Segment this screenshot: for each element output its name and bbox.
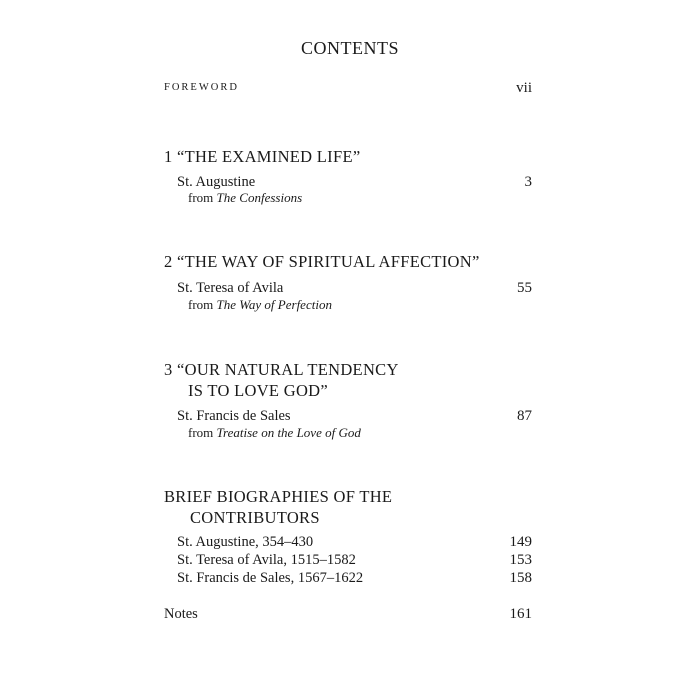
chapter-1-source xyxy=(188,190,302,206)
biographies-heading-line-1: BRIEF BIOGRAPHIES OF THE xyxy=(164,487,393,506)
chapter-3-source xyxy=(188,425,361,441)
chapter-2-heading: 2 “THE WAY OF SPIRITUAL AFFECTION” xyxy=(164,252,480,271)
biography-item: St. Francis de Sales, 1567–1622 xyxy=(177,570,364,586)
chapter-3-author: St. Francis de Sales xyxy=(177,408,291,424)
biography-item: St. Teresa of Avila, 1515–1582 xyxy=(177,552,356,568)
chapter-3-page-number: 87 xyxy=(517,408,532,424)
foreword-label: FOREWORD xyxy=(164,82,239,93)
biographies-heading-line-2: CONTRIBUTORS xyxy=(190,508,320,527)
biography-item-page-number: 153 xyxy=(509,552,532,568)
chapter-3-heading-line-1: 3 “OUR NATURAL TENDENCY xyxy=(164,360,399,379)
chapter-1-page-number: 3 xyxy=(524,174,532,190)
chapter-3-source-from: from xyxy=(188,425,214,440)
chapter-1-author: St. Augustine xyxy=(177,174,256,190)
page-title: CONTENTS xyxy=(301,38,399,58)
notes-page-number: 161 xyxy=(509,606,532,622)
notes-label: Notes xyxy=(164,606,198,622)
chapter-1-source-from: from xyxy=(188,190,214,205)
chapter-2-author: St. Teresa of Avila xyxy=(177,280,284,296)
chapter-1-heading: 1 “THE EXAMINED LIFE” xyxy=(164,147,361,166)
chapter-2-page-number: 55 xyxy=(517,280,532,296)
chapter-1-source-work: The Confessions xyxy=(216,190,303,205)
chapter-3-heading-line-2: IS TO LOVE GOD” xyxy=(188,381,329,400)
foreword-page-number: vii xyxy=(516,80,532,96)
biography-item: St. Augustine, 354–430 xyxy=(177,534,314,550)
chapter-3-source-work: Treatise on the Love of God xyxy=(216,425,361,440)
chapter-2-source xyxy=(188,297,332,313)
chapter-2-source-from: from xyxy=(188,297,214,312)
chapter-2-source-work: The Way of Perfection xyxy=(216,297,332,312)
biography-item-page-number: 149 xyxy=(509,534,532,550)
biography-item-page-number: 158 xyxy=(509,570,532,586)
